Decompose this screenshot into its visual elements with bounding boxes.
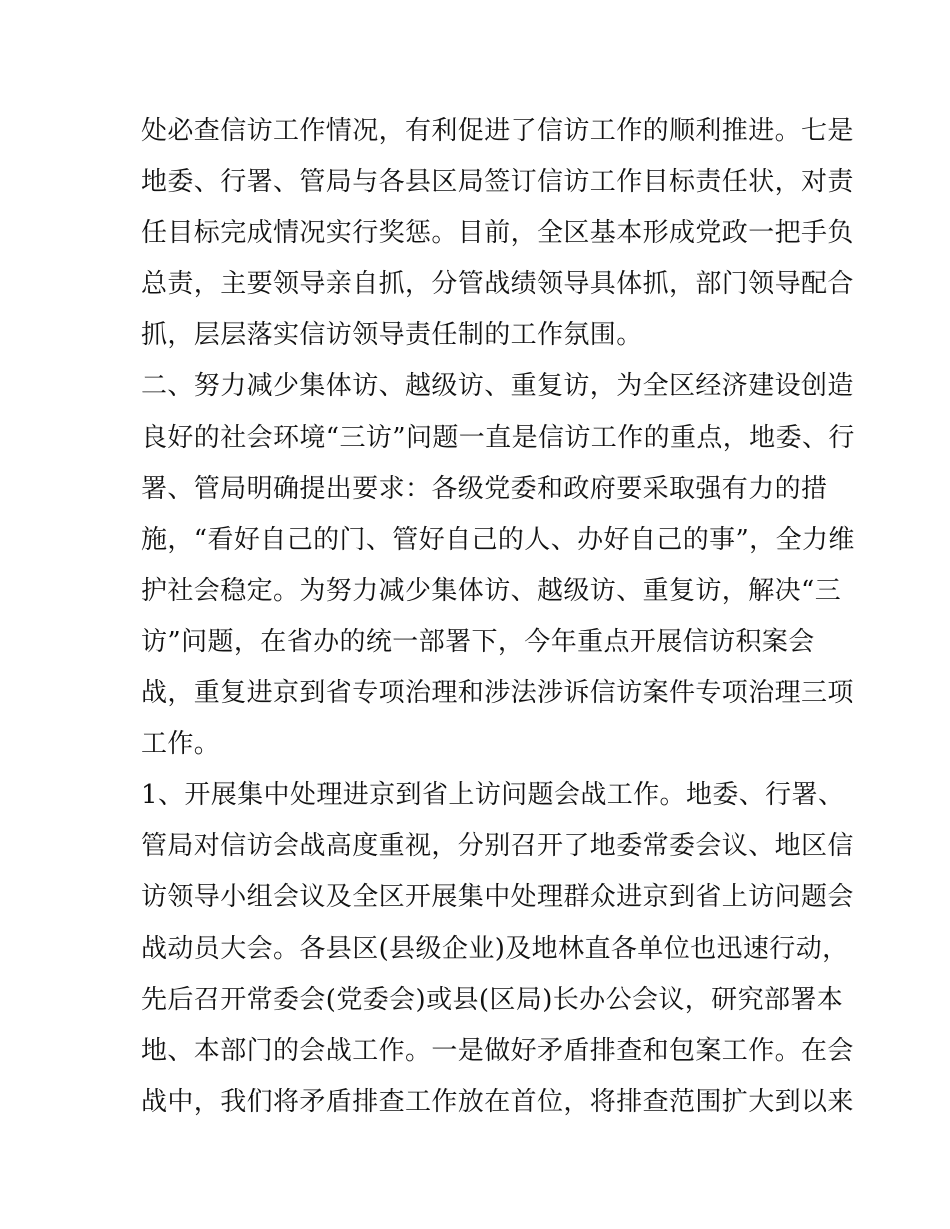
text-line: 抓，层层落实信访领导责任制的工作氛围。 — [141, 320, 643, 351]
numbered-item-line: 1、开展集中处理进京到省上访问题会战工作。地委、行署、 — [141, 780, 845, 811]
text-line: 施，“看好自己的门、管好自己的人、办好自己的事”，全力维 — [141, 524, 855, 555]
text-line: 良好的社会环境“三访”问题一直是信访工作的重点，地委、行 — [141, 422, 855, 453]
text-line: 地委、行署、管局与各县区局签订信访工作目标责任状，对责 — [141, 167, 854, 198]
body-text — [141, 106, 855, 1128]
text-line: 工作。 — [141, 729, 221, 760]
text-line: 署、管局明确提出要求：各级党委和政府要采取强有力的措 — [141, 473, 828, 504]
text-line: 护社会稳定。为努力减少集体访、越级访、重复访，解决“三 — [141, 575, 842, 606]
section-heading-line: 二、努力减少集体访、越级访、重复访，为全区经济建设创造 — [141, 371, 854, 402]
text-line: 处必查信访工作情况，有利促进了信访工作的顺利推进。七是 — [141, 116, 854, 146]
text-line: 访领导小组会议及全区开展集中处理群众进京到省上访问题会 — [141, 882, 854, 913]
text-line: 先后召开常委会(党委会)或县(区局)长办公会议，研究部署本 — [141, 984, 844, 1015]
text-line: 总责，主要领导亲自抓，分管战绩领导具体抓，部门领导配合 — [141, 269, 854, 300]
text-line: 战中，我们将矛盾排查工作放在首位，将排查范围扩大到以来 — [141, 1086, 854, 1117]
text-line: 任目标完成情况实行奖惩。目前，全区基本形成党政一把手负 — [141, 218, 854, 249]
text-line: 地、本部门的会战工作。一是做好矛盾排查和包案工作。在会 — [141, 1035, 854, 1066]
text-line: 战，重复进京到省专项治理和涉法涉诉信访案件专项治理三项 — [141, 678, 854, 709]
text-line: 管局对信访会战高度重视，分别召开了地委常委会议、地区信 — [141, 831, 854, 862]
text-line: 访”问题，在省办的统一部署下，今年重点开展信访积案会 — [141, 626, 815, 657]
text-line: 战动员大会。各县区(县级企业)及地林直各单位也迅速行动， — [141, 933, 849, 964]
